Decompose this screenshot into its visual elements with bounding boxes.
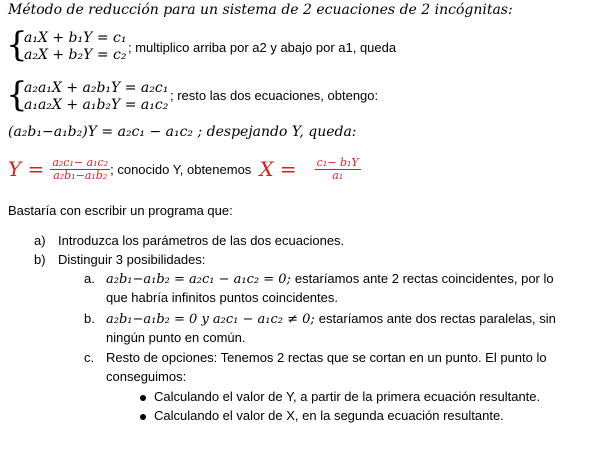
x-numerator: c₁− b₁Y xyxy=(316,155,359,169)
x-fraction xyxy=(315,157,361,181)
system2-eq1: a₂a₁X + a₂b₁Y = a₂c₁ xyxy=(24,80,169,96)
subtracted-equation: (a₂b₁−a₁b₂)Y = a₂c₁ − a₁c₂ ; despejando Y, queda: xyxy=(8,124,357,140)
sub-item-a-marker: a. xyxy=(84,271,95,286)
bullet-item-1 xyxy=(140,389,540,404)
y-fraction xyxy=(50,157,110,181)
y-numerator: a₂c₁− a₁c₂ xyxy=(52,155,109,169)
sub-item-a-math: a₂b₁−a₁b₂ = a₂c₁ − a₁c₂ = 0; xyxy=(106,272,291,287)
sub-item-c-text: Resto de opciones: Tenemos 2 rectas que se cortan en un punto. El punto lo xyxy=(106,350,547,365)
list-item-b-text: Distinguir 3 posibilidades: xyxy=(58,252,206,267)
sub-item-a-text: estaríamos ante 2 rectas coincidentes, por lo xyxy=(294,271,554,286)
y-label: Y = xyxy=(8,157,45,181)
sub-item-b-text: estaríamos ante dos rectas paralelas, sin xyxy=(318,311,556,326)
sub-item-a-line xyxy=(106,270,554,288)
bullet-icon xyxy=(140,395,146,401)
system1-comment: ; multiplico arriba por a2 y abajo por a1, queda xyxy=(128,40,397,55)
list-item-b-marker: b) xyxy=(34,252,46,267)
x-label: X = xyxy=(259,157,297,181)
x-denominator: a₁ xyxy=(332,168,344,182)
system2-eq2: a₁a₂X + a₁b₂Y = a₁c₂ xyxy=(24,97,169,113)
bullet-item-2 xyxy=(140,408,504,423)
solution-middle-text: ; conocido Y, obtenemos xyxy=(110,161,252,177)
system1-eq1: a₁X + b₁Y = c₁ xyxy=(24,30,127,46)
system2-comment: ; resto las dos ecuaciones, obtengo: xyxy=(170,88,379,103)
sub-item-c-marker: c. xyxy=(84,350,95,365)
sub-item-a-text2: que habría infinitos puntos coincidentes. xyxy=(106,290,338,305)
sub-item-b-math: a₂b₁−a₁b₂ = 0 y a₂c₁ − a₁c₂ ≠ 0; xyxy=(106,312,315,327)
bullet-item-1-text: Calculando el valor de Y, a partir de la primera ecuación resultante. xyxy=(154,389,541,404)
y-denominator: a₂b₁−a₁b₂ xyxy=(53,168,108,182)
page-title: Método de reducción para un sistema de 2 ecuaciones de 2 incógnitas: xyxy=(8,2,513,18)
sub-item-b-text2: ningún punto en común. xyxy=(106,330,246,345)
bullet-item-2-text: Calculando el valor de X, en la segunda ecuación resultante. xyxy=(154,408,504,423)
solution-line xyxy=(8,152,361,186)
list-item-a-text: Introduzca los parámetros de las dos ecuaciones. xyxy=(58,233,345,248)
sub-item-b-line xyxy=(106,310,556,328)
list-item-a-marker: a) xyxy=(34,233,46,248)
left-brace-2: { xyxy=(6,75,28,115)
sub-item-b-marker: b. xyxy=(84,311,95,326)
system1-eq2: a₂X + b₂Y = c₂ xyxy=(24,47,127,63)
bullet-icon xyxy=(140,414,146,420)
sub-item-c-text2: conseguimos: xyxy=(106,369,187,384)
intro-text: Bastaría con escribir un programa que: xyxy=(8,203,233,218)
left-brace-1: { xyxy=(6,25,28,65)
